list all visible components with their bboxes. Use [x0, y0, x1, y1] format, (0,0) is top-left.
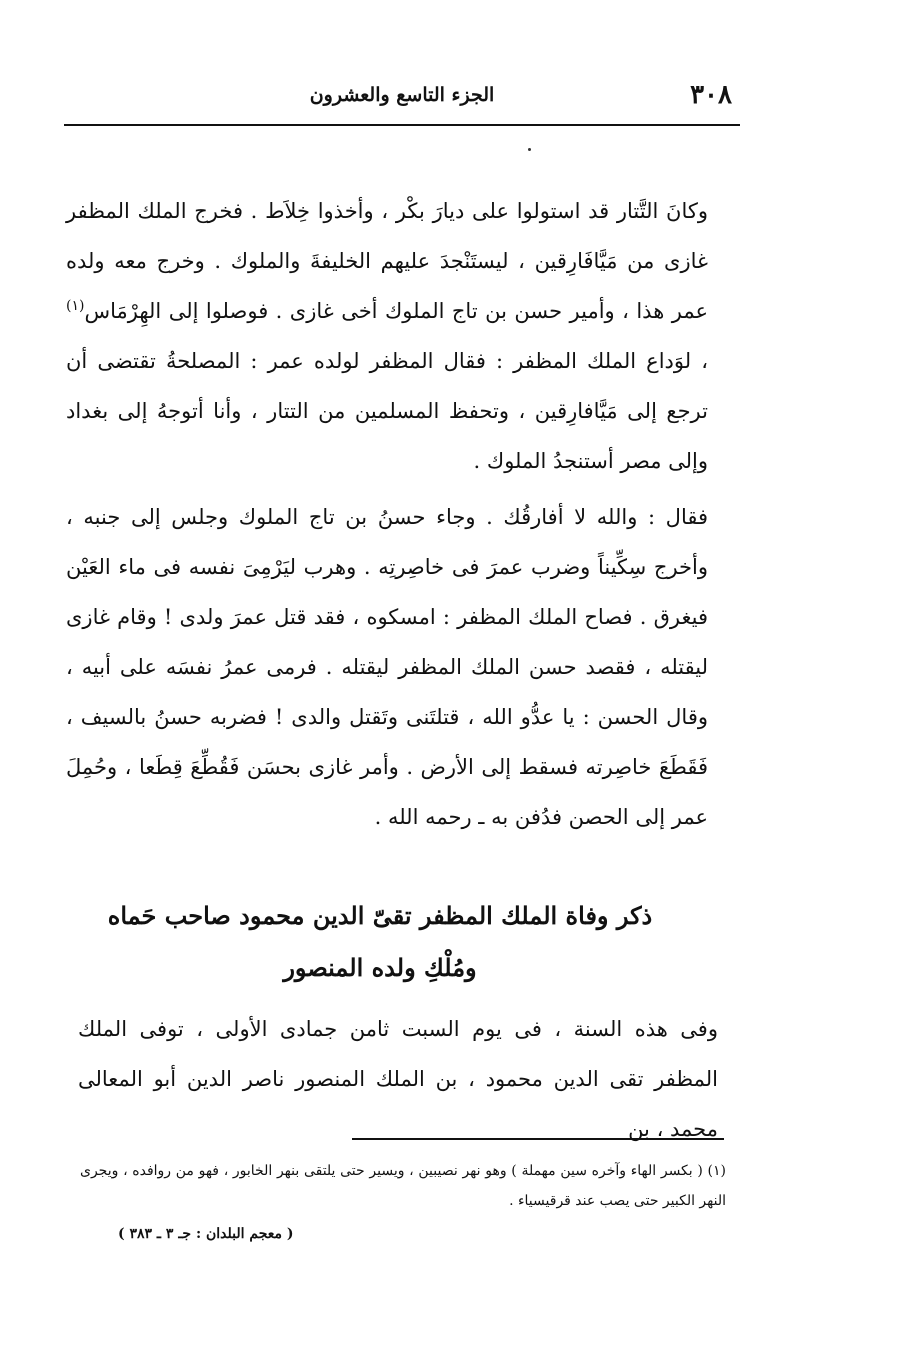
footnote-source: ( معجم البلدان : جـ ٣ ـ ٣٨٣ )	[118, 1226, 294, 1242]
paragraph-3: وفى هذه السنة ، فى يوم السبت ثامن جمادى الأولى ، توفى الملك المظفر تقى الدين محمود ، بن الملك المنصور ناصر الدين أبو المعالى محمد ، بن	[78, 1017, 718, 1141]
ink-speck	[528, 148, 531, 151]
paragraph-2: فقال : والله لا أفارقُك . وجاء حسنُ بن تاج الملوك وجلس إلى جنبه ، وأخرج سِكِّيناً وضرب عمرَ فى خاصِرتِه . وهرب ليَرْمِىَ نفسه فى ماء العَيْن فيغرق . فصاح الملك المظفر : امسكوه ، فقد قتل عمرَ ولدى ! وقام غازى ليقتله ، فقصد حسن الملك المظفر ليقتله . فرمى عمرُ نفسَه على أبيه ، وقال الحسن : يا عدُّو الله ، قتلتَنى وتَقتل والدى ! فضربه حسنُ بالسيف ، فَقَطَعَ خاصِرته فسقط إلى الأرض . وأمر غازى بحسَن فَقُطِّعَ قِطَعا ، وحُمِلَ عمر إلى الحصن فدُفن به ـ رحمه الله .	[66, 505, 708, 829]
footnote-text: (١) ( بكسر الهاء وآخره سين مهملة ) وهو نهر نصيبين ، ويسير حتى يلتقى بنهر الخابور ، فهو من روافده ، ويجرى النهر الكبير حتى يصب عند قرقيسياء .	[80, 1163, 726, 1209]
page-header	[66, 78, 738, 122]
paragraph-1-text-a: وكانَ التَّتار قد استولوا على ديارَ بكْر ، وأخذوا خِلاَط . فخرج الملك المظفر غازى من مَيَّافَارِقين ، ليستَنْجدَ عليهم الخليفةَ والملوك . وخرج معه ولده عمر هذا ، وأمير حسن بن تاج الملوك أخى غازى . فوصلوا إلى الهِرْمَاس	[66, 199, 708, 323]
section-heading	[100, 890, 660, 994]
footnote-reference-mark: (١)	[66, 298, 85, 314]
running-title: الجزء التاسع والعشرون	[309, 84, 495, 106]
section-heading-line-1: ذكر وفاة الملك المظفر تقىّ الدين محمود صاحب حَماه	[107, 901, 653, 930]
paragraph-1	[66, 186, 708, 486]
paragraph-1-text-b: ، لوَداع الملك المظفر : فقال المظفر لولده عمر : المصلحةُ تقتضى أن ترجع إلى مَيَّافارِقين ، وتحفظ المسلمين من التتار ، وأنا أتوجهُ إلى بغداد وإلى مصر أستنجدُ الملوك .	[66, 349, 708, 473]
page-number: ٣٠٨	[690, 80, 732, 110]
section-heading-line-2: ومُلْكِ ولده المنصور	[283, 953, 477, 982]
header-rule	[64, 124, 740, 126]
footnote-rule	[352, 1138, 724, 1140]
